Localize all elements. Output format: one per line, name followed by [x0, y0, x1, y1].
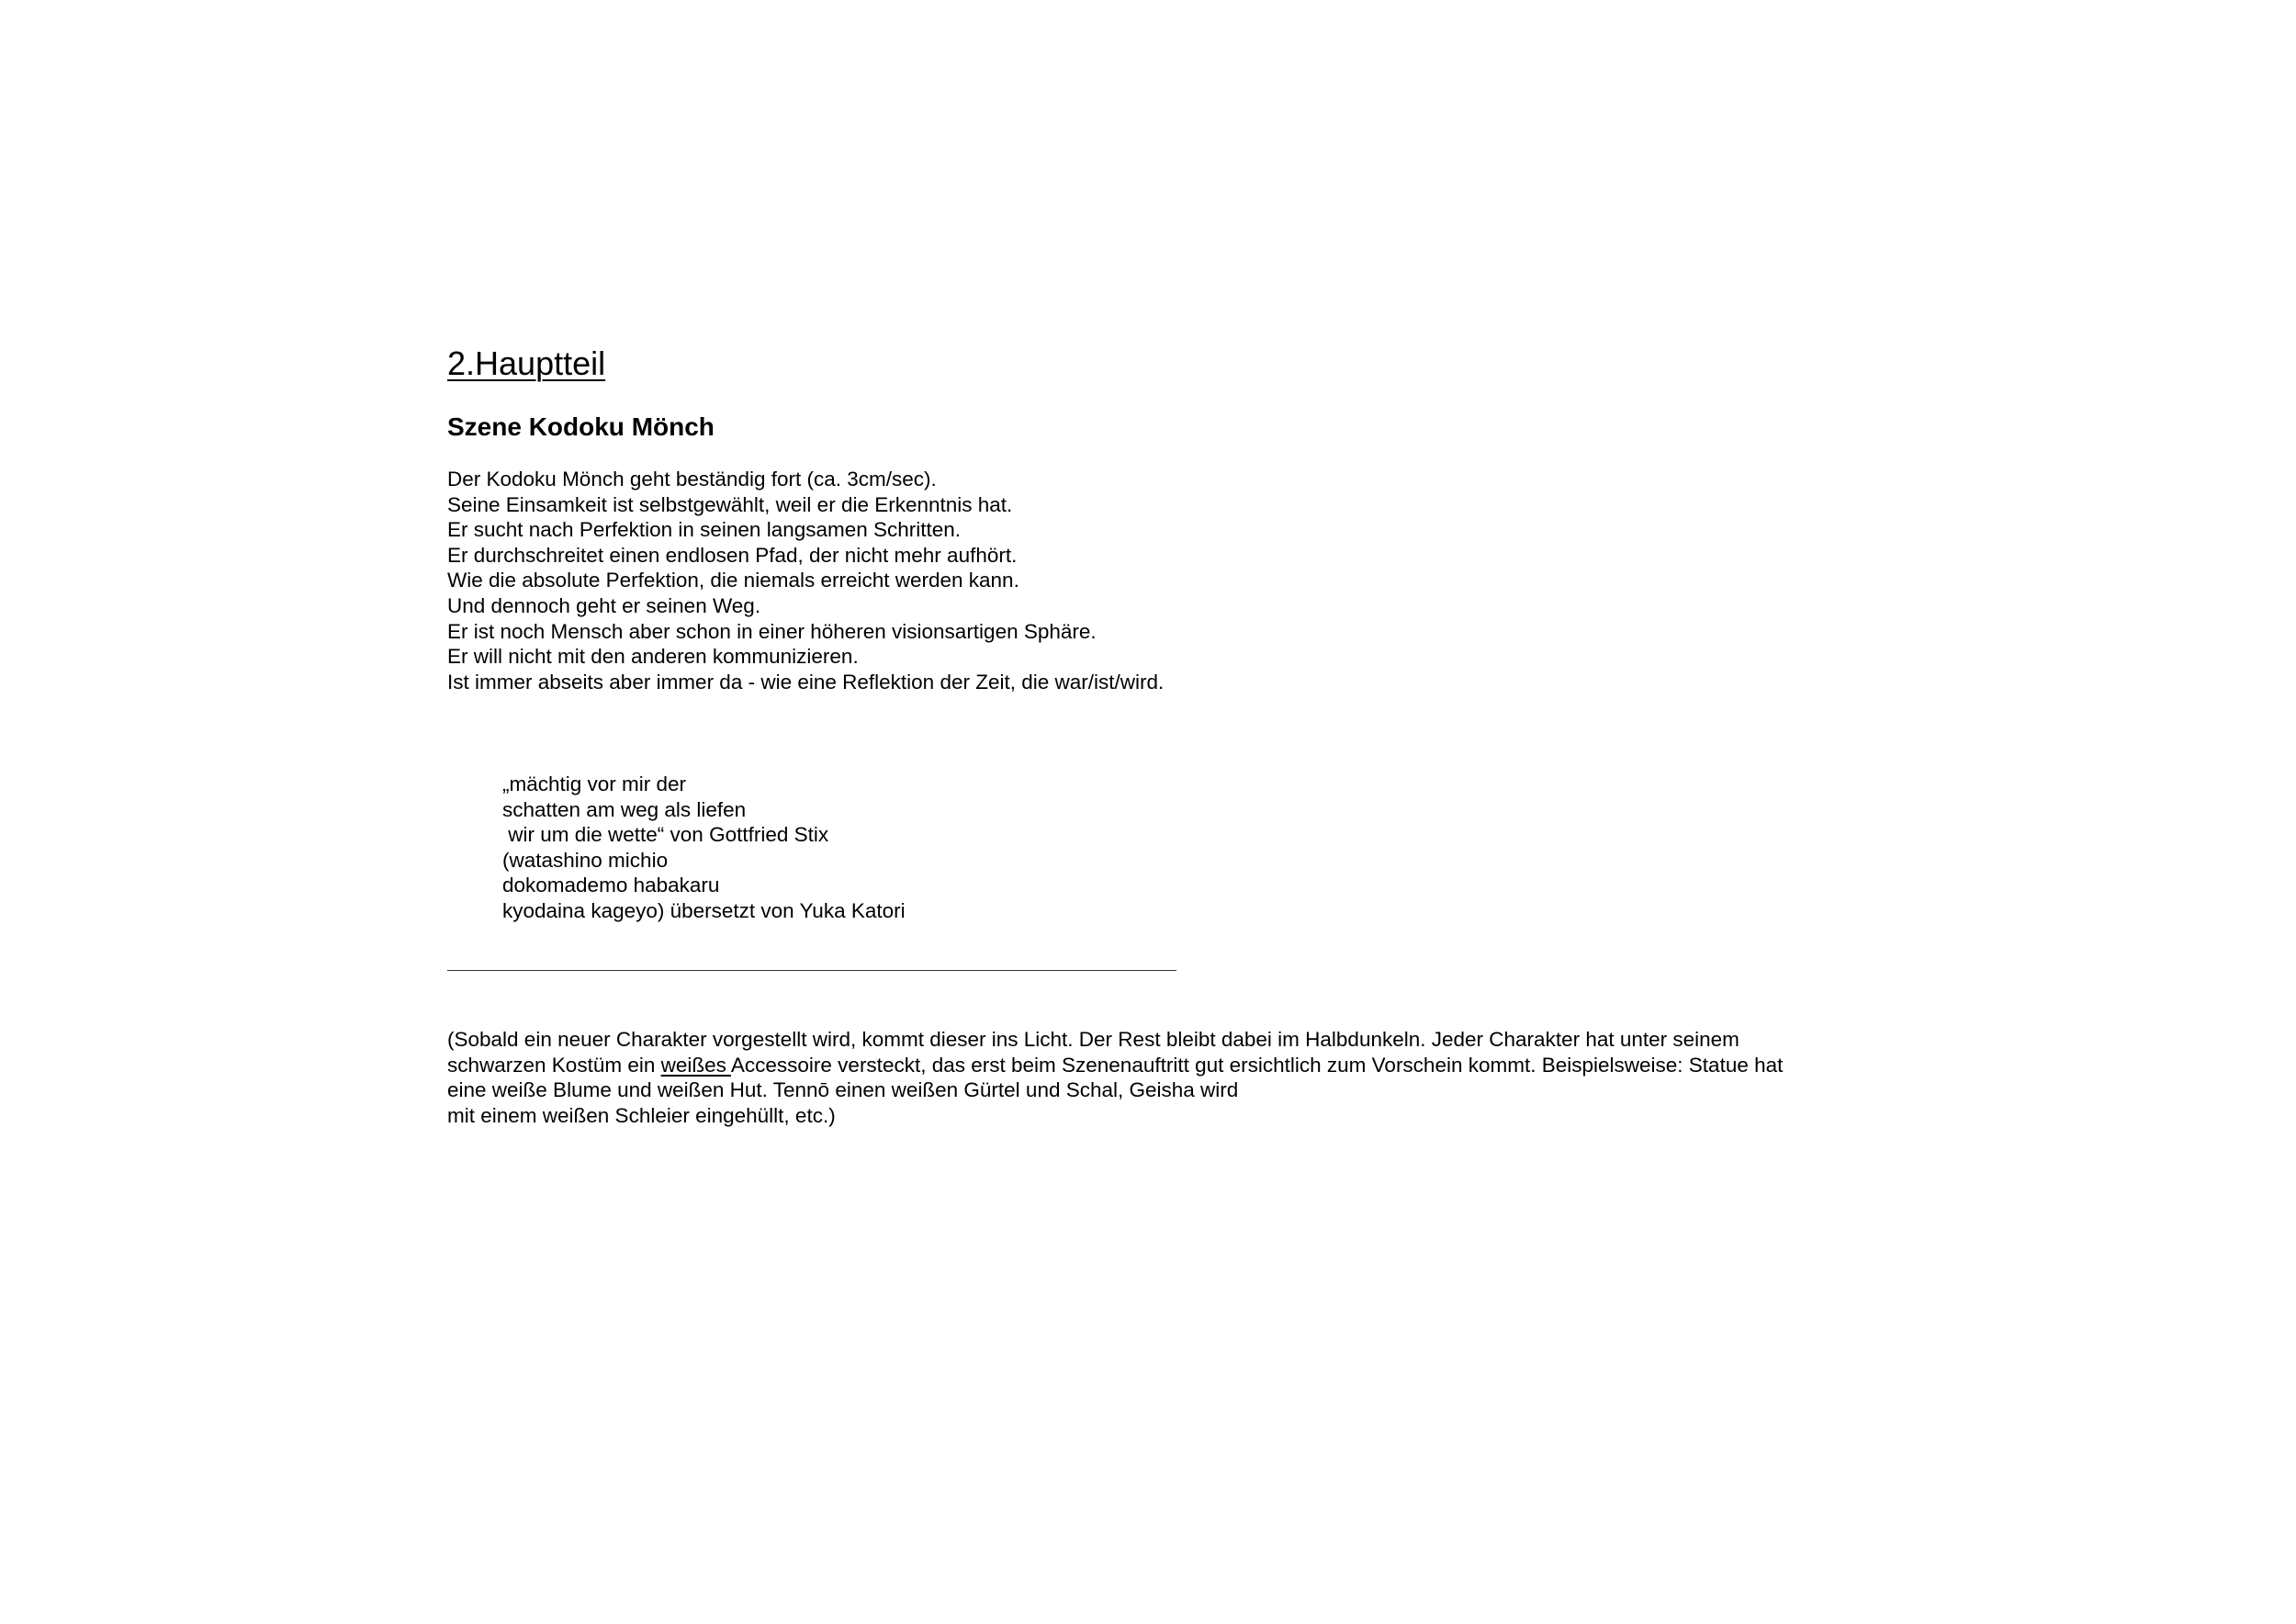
- note-line: mit einem weißen Schleier eingehüllt, etc.): [447, 1103, 836, 1127]
- description-line: Er durchschreitet einen endlosen Pfad, der nicht mehr aufhört.: [447, 543, 1018, 567]
- scene-description: [447, 467, 1164, 694]
- description-line: Der Kodoku Mönch geht beständig fort (ca. 3cm/sec).: [447, 468, 937, 491]
- description-line: Er ist noch Mensch aber schon in einer höheren visionsartigen Sphäre.: [447, 619, 1097, 643]
- poem-line: „mächtig vor mir der: [502, 773, 687, 795]
- note-text: schwarzen Kostüm ein: [447, 1053, 661, 1077]
- haiku-quote: [502, 772, 906, 924]
- poem-line: schatten am weg als liefen: [502, 797, 747, 821]
- poem-line: kyodaina kageyo) übersetzt von Yuka Katori: [502, 898, 906, 922]
- note-line: [447, 1053, 1862, 1078]
- description-line: Wie die absolute Perfektion, die niemals erreicht werden kann.: [447, 569, 1019, 592]
- scene-heading: Szene Kodoku Mönch: [447, 412, 715, 441]
- note-line: eine weiße Blume und weißen Hut. Tennō einen weißen Gürtel und Schal, Geisha wird: [447, 1078, 1239, 1102]
- section-heading: 2.Hauptteil: [447, 344, 606, 382]
- note-text: Accessoire versteckt, das erst beim Szenenauftritt gut ersichtlich zum Vorschein kommt. Beispielsweise: Statue hat: [730, 1053, 1784, 1077]
- horizontal-divider: [447, 970, 1176, 971]
- note-line: (Sobald ein neuer Charakter vorgestellt wird, kommt dieser ins Licht. Der Rest bleibt dabei im Halbdunkeln. Jeder Charakter hat unter seinem: [447, 1028, 1739, 1051]
- description-line: Er will nicht mit den anderen kommunizieren.: [447, 645, 859, 669]
- description-line: Er sucht nach Perfektion in seinen langsamen Schritten.: [447, 518, 962, 542]
- description-line: Seine Einsamkeit ist selbstgewählt, weil er die Erkenntnis hat.: [447, 492, 1013, 516]
- underlined-word: weißes: [660, 1053, 731, 1077]
- poem-line: dokomademo habakaru: [502, 874, 720, 897]
- description-line: Ist immer abseits aber immer da - wie eine Reflektion der Zeit, die war/ist/wird.: [447, 670, 1165, 694]
- poem-line: (watashino michio: [502, 848, 669, 872]
- costume-note: [447, 1027, 1862, 1128]
- poem-line: wir um die wette“ von Gottfried Stix: [502, 823, 829, 847]
- description-line: Und dennoch geht er seinen Weg.: [447, 593, 761, 617]
